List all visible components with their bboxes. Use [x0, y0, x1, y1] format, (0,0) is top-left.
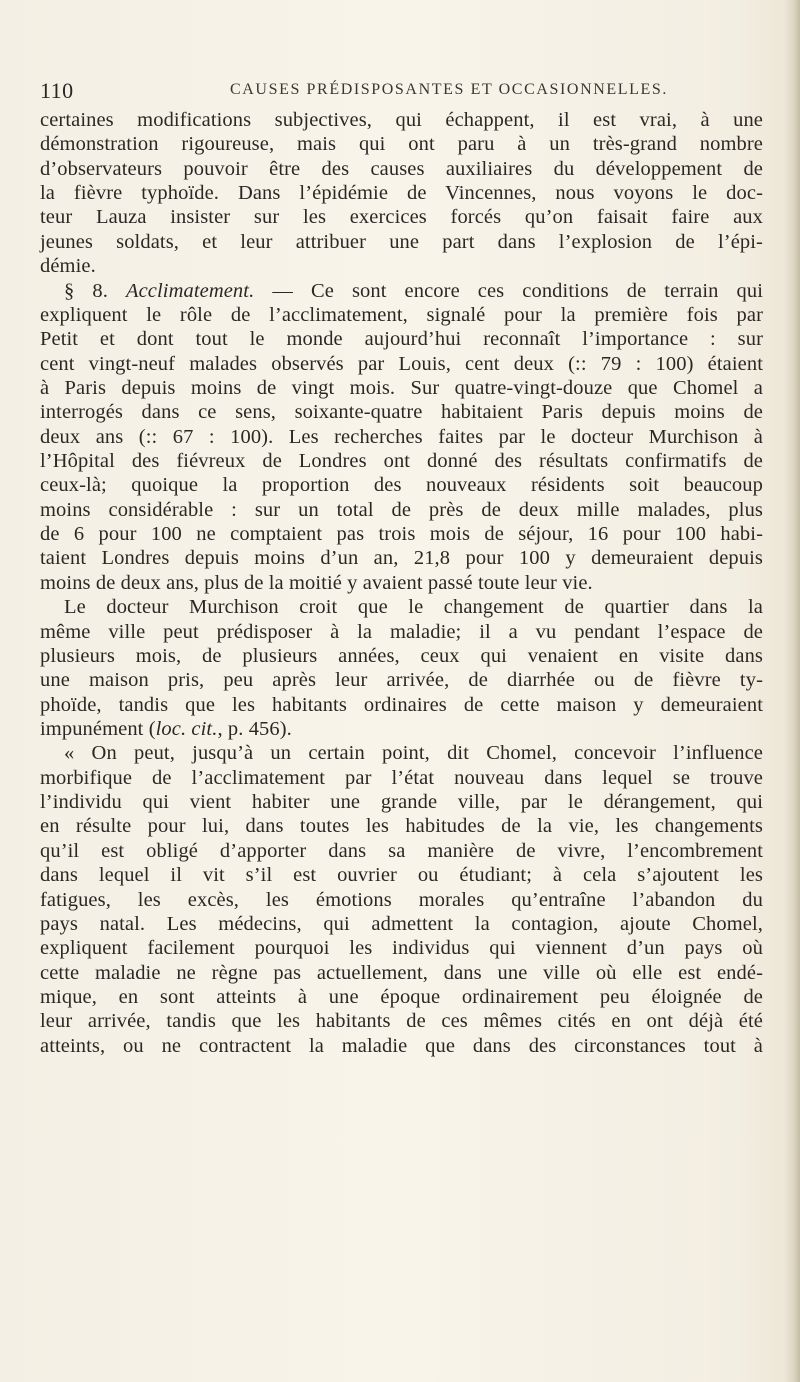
section-heading-line: [40, 279, 763, 303]
text-line: en résulte pour lui, dans toutes les habitudes de la vie, les changements: [40, 815, 763, 838]
page-edge-shadow: [784, 0, 800, 1382]
text-line: interrogés dans ce sens, soixante-quatre habitaient Paris depuis moins de: [40, 401, 763, 424]
section-title: Acclimatement.: [125, 279, 255, 302]
text-line: pays natal. Les médecins, qui admettent la contagion, ajoute Chomel,: [40, 912, 763, 935]
text-line: cette maladie ne règne pas actuellement, dans une ville où elle est endé-: [40, 961, 763, 984]
text-line: cent vingt-neuf malades observés par Louis, cent deux (:: 79 : 100) étaient: [40, 352, 763, 375]
section-text: — Ce sont encore ces conditions de terrain qui: [254, 279, 763, 302]
text-line: jeunes soldats, et leur attribuer une part dans l’explosion de l’épi-: [40, 230, 763, 253]
text-line: teur Lauza insister sur les exercices forcés qu’on faisait faire aux: [40, 206, 763, 229]
text-line: morbifique de l’acclimatement par l’état nouveau dans lequel se trouve: [40, 766, 763, 789]
text-line: atteints, ou ne contractent la maladie que dans des circonstances tout à: [40, 1034, 763, 1057]
text-line: moins considérable : sur un total de près de deux mille malades, plus: [40, 498, 763, 521]
text-line: Le docteur Murchison croit que le changement de quartier dans la: [64, 596, 763, 619]
text-line: moins de deux ans, plus de la moitié y avaient passé toute leur vie.: [40, 571, 593, 594]
text-line: d’observateurs pouvoir être des causes auxiliaires du développement de: [40, 157, 763, 180]
text-line: taient Londres depuis moins d’un an, 21,8 pour 100 y demeuraient depuis: [40, 547, 763, 570]
text-line: la fièvre typhoïde. Dans l’épidémie de Vincennes, nous voyons le doc-: [40, 182, 763, 205]
text-line: certaines modifications subjectives, qui échappent, il est vrai, à une: [40, 109, 763, 131]
text-line: plusieurs mois, de plusieurs années, ceux qui venaient en visite dans: [40, 644, 763, 667]
text-line: l’Hôpital des fiévreux de Londres ont donné des résultats confirmatifs de: [40, 450, 763, 473]
text-line: démonstration rigoureuse, mais qui ont paru à un très-grand nombre: [40, 133, 763, 156]
citation-ref: loc. cit.: [155, 717, 218, 740]
text-line: mique, en sont atteints à une époque ordinairement peu éloignée de: [40, 985, 763, 1008]
text-line: deux ans (:: 67 : 100). Les recherches faites par le docteur Murchison à: [40, 425, 763, 448]
text-line: démie.: [40, 255, 96, 278]
citation-text: impunément (: [40, 717, 156, 740]
text-line: phoïde, tandis que les habitants ordinaires de cette maison y demeuraient: [40, 693, 763, 716]
text-line: qu’il est obligé d’apporter dans sa manière de vivre, l’encombrement: [40, 839, 763, 862]
text-line: expliquent le rôle de l’acclimatement, signalé pour la première fois par: [40, 303, 763, 326]
running-head: CAUSES PRÉDISPOSANTES ET OCCASIONNELLES.: [230, 81, 668, 98]
text-line: ceux-là; quoique la proportion des nouveaux résidents soit beaucoup: [40, 474, 763, 497]
text-line: expliquent facilement pourquoi les individus qui viennent d’un pays où: [40, 937, 763, 960]
body-text: [40, 108, 763, 1058]
text-line: leur arrivée, tandis que les habitants de ces mêmes cités en ont déjà été: [40, 1010, 763, 1033]
text-line: Petit et dont tout le monde aujourd’hui reconnaît l’importance : sur: [40, 328, 763, 351]
section-number: § 8.: [64, 279, 126, 302]
citation-page: , p. 456).: [217, 717, 292, 740]
text-line: dans lequel il vit s’il est ouvrier ou étudiant; à cela s’ajoutent les: [40, 864, 763, 887]
text-line: à Paris depuis moins de vingt mois. Sur quatre-vingt-douze que Chomel a: [40, 376, 763, 399]
citation-line: [40, 717, 763, 741]
text-line: une maison pris, peu après leur arrivée, de diarrhée ou de fièvre ty-: [40, 669, 763, 692]
text-line: l’individu qui vient habiter une grande ville, par le dérangement, qui: [40, 791, 763, 814]
text-line: fatigues, les excès, les émotions morales qu’entraîne l’abandon du: [40, 888, 763, 911]
text-line: même ville peut prédisposer à la maladie; il a vu pendant l’espace de: [40, 620, 763, 643]
page-number: 110: [40, 78, 74, 103]
text-line: de 6 pour 100 ne comptaient pas trois mois de séjour, 16 pour 100 habi-: [40, 523, 763, 546]
text-line: « On peut, jusqu’à un certain point, dit Chomel, concevoir l’influence: [64, 742, 763, 765]
page-header: [40, 78, 760, 106]
